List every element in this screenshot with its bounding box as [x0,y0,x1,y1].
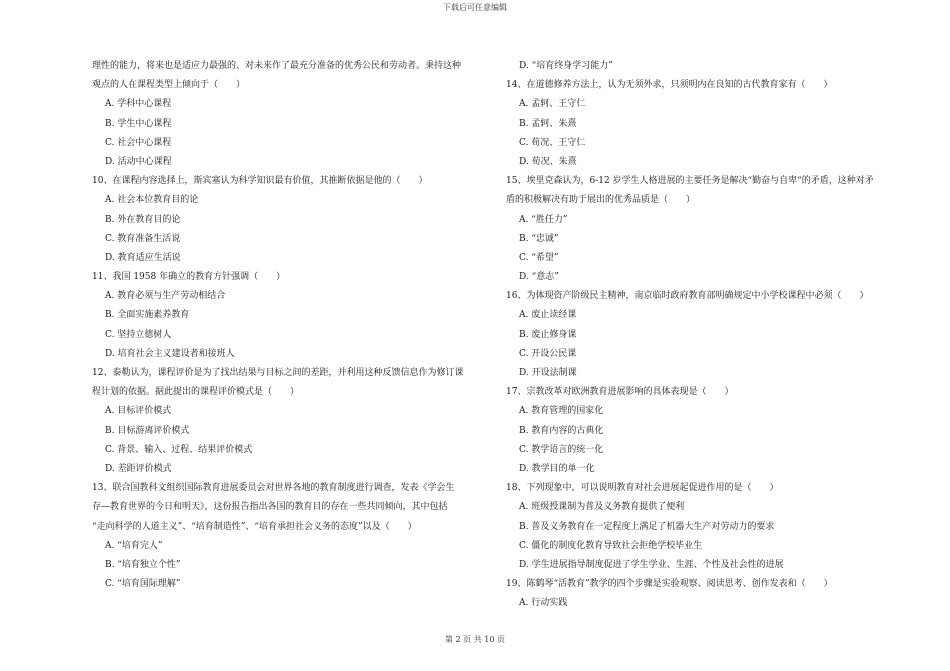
answer-option: D. 教学目的单一化 [519,463,595,474]
question-text-line: 16、为体现资产阶级民主精神，南京临时政府教育部明确规定中小学校课程中必须（ ） [506,291,869,302]
answer-option: D. 培育社会主义建设者和接班人 [105,348,235,359]
answer-option: B. 教育内容的古典化 [519,425,604,436]
answer-option: B. 普及义务教育在一定程度上满足了机器大生产对劳动力的要求 [519,521,775,532]
answer-option: B. 孟轲、朱熹 [519,118,577,129]
answer-option: D. 开设法制课 [519,368,577,378]
question-text-line: 观点的人在课程类型上倾向于（ ） [92,80,246,91]
question-text-line: 程计划的依据。据此提出的课程评价模式是（ ） [92,387,300,398]
answer-option: A. “培育完人” [105,540,163,551]
question-text-line: 12、泰勒认为，课程评价是为了找出结果与目标之间的差距，并利用这种反馈信息作为修订课 [92,368,464,378]
header-note: 下载后可任意编辑 [443,3,507,12]
question-text-line: 18、下列现象中，可以说明教育对社会进展起促进作用的是（ ） [506,483,779,494]
answer-option: A. 教育管理的国家化 [519,406,604,417]
answer-option: C. 开设公民课 [519,348,577,359]
answer-option: B. 外在教育目的论 [105,214,181,225]
question-text-line: 19、陈鹤琴“活教育”教学的四个步骤是实验观察、阅读思考、创作发表和（ ） [506,579,833,590]
answer-option: A. “胜任力” [519,214,568,225]
answer-option: B. 目标游离评价模式 [105,425,190,436]
question-text-line: 理性的能力，将来也是适应力最强的、对未来作了最充分准备的优秀公民和劳动者。秉持这种 [92,61,462,71]
question-text-line: “走向科学的人道主义”、“培育制造性”、“培育承担社会义务的态度”以及（ ） [92,521,417,532]
question-text-line: 盾的积极解决有助于展出的优秀品质是（ ） [506,195,696,206]
answer-option: A. 学科中心课程 [105,99,172,110]
answer-option: A. 废止读经课 [519,310,577,321]
answer-option: D. 教育适应生活说 [105,252,181,263]
answer-option: C. “培育国际理解” [105,579,181,590]
question-text-line: 14、在道德修养方法上，认为无须外求，只须明内在良知的古代教育家有（ ） [506,80,833,91]
answer-option: A. 孟轲、王守仁 [519,99,586,110]
answer-option: A. 行动实践 [519,598,568,609]
question-text-line: 15、埃里克森认为，6-12 岁学生人格进展的主要任务是解决“勤奋与自卑“的矛盾，这种对矛 [506,176,874,187]
answer-option: B. 全面实施素养教育 [105,310,190,321]
question-text-line: 存—教育世界的今日和明天》，这份报告指出各国的教育目的存在一些共同倾向，其中包括 [92,502,448,513]
left-column [92,57,502,594]
answer-option: D. “培育终身学习能力” [519,61,613,71]
answer-option: D. 学生进展指导制度促进了学生学业、生涯、个性及社会性的进展 [519,559,784,570]
answer-option: D. 差距评价模式 [105,463,172,474]
answer-option: A. 目标评价模式 [105,406,172,417]
answer-option: D. “意志” [519,272,559,283]
question-text-line: 13、联合国教科文组织国际教育进展委员会对世界各地的教育制度进行调查，发表《学会生 [92,483,455,494]
answer-option: C. “希望” [519,252,559,263]
question-text-line: 17、宗教改革对欧洲教育进展影响的具体表现是（ ） [506,387,734,398]
question-text-line: 10、在课程内容选择上，斯宾塞认为科学知识最有价值，其推断依据是他的（ ） [92,176,428,187]
answer-option: C. 坚持立德树人 [105,329,172,340]
answer-option: B. “忠诚” [519,233,559,244]
answer-option: B. 废止修身课 [519,329,577,340]
answer-option: C. 社会中心课程 [105,137,172,148]
answer-option: C. 背景、输入、过程、结果评价模式 [105,444,253,455]
answer-option: D. 活动中心课程 [105,156,172,167]
answer-option: C. 僵化的制度化教育导致社会拒绝学校毕业生 [519,540,703,551]
answer-option: C. 荀况、王守仁 [519,137,586,148]
answer-option: C. 教育准备生活说 [105,233,181,244]
answer-option: A. 班级授课制为普及义务教育提供了便利 [519,502,685,513]
answer-option: D. 荀况、朱熹 [519,156,577,167]
answer-option: A. 社会本位教育目的论 [105,195,199,206]
answer-option: C. 教学语言的统一化 [519,444,604,455]
answer-option: B. “培育独立个性” [105,559,181,570]
right-column [506,57,916,613]
answer-option: A. 教育必须与生产劳动相结合 [105,291,226,302]
answer-option: B. 学生中心课程 [105,118,172,129]
question-text-line: 11、我国 1958 年确立的教育方针强调（ ） [92,272,286,283]
page-number-footer: 第 2 页 共 10 页 [445,635,505,644]
